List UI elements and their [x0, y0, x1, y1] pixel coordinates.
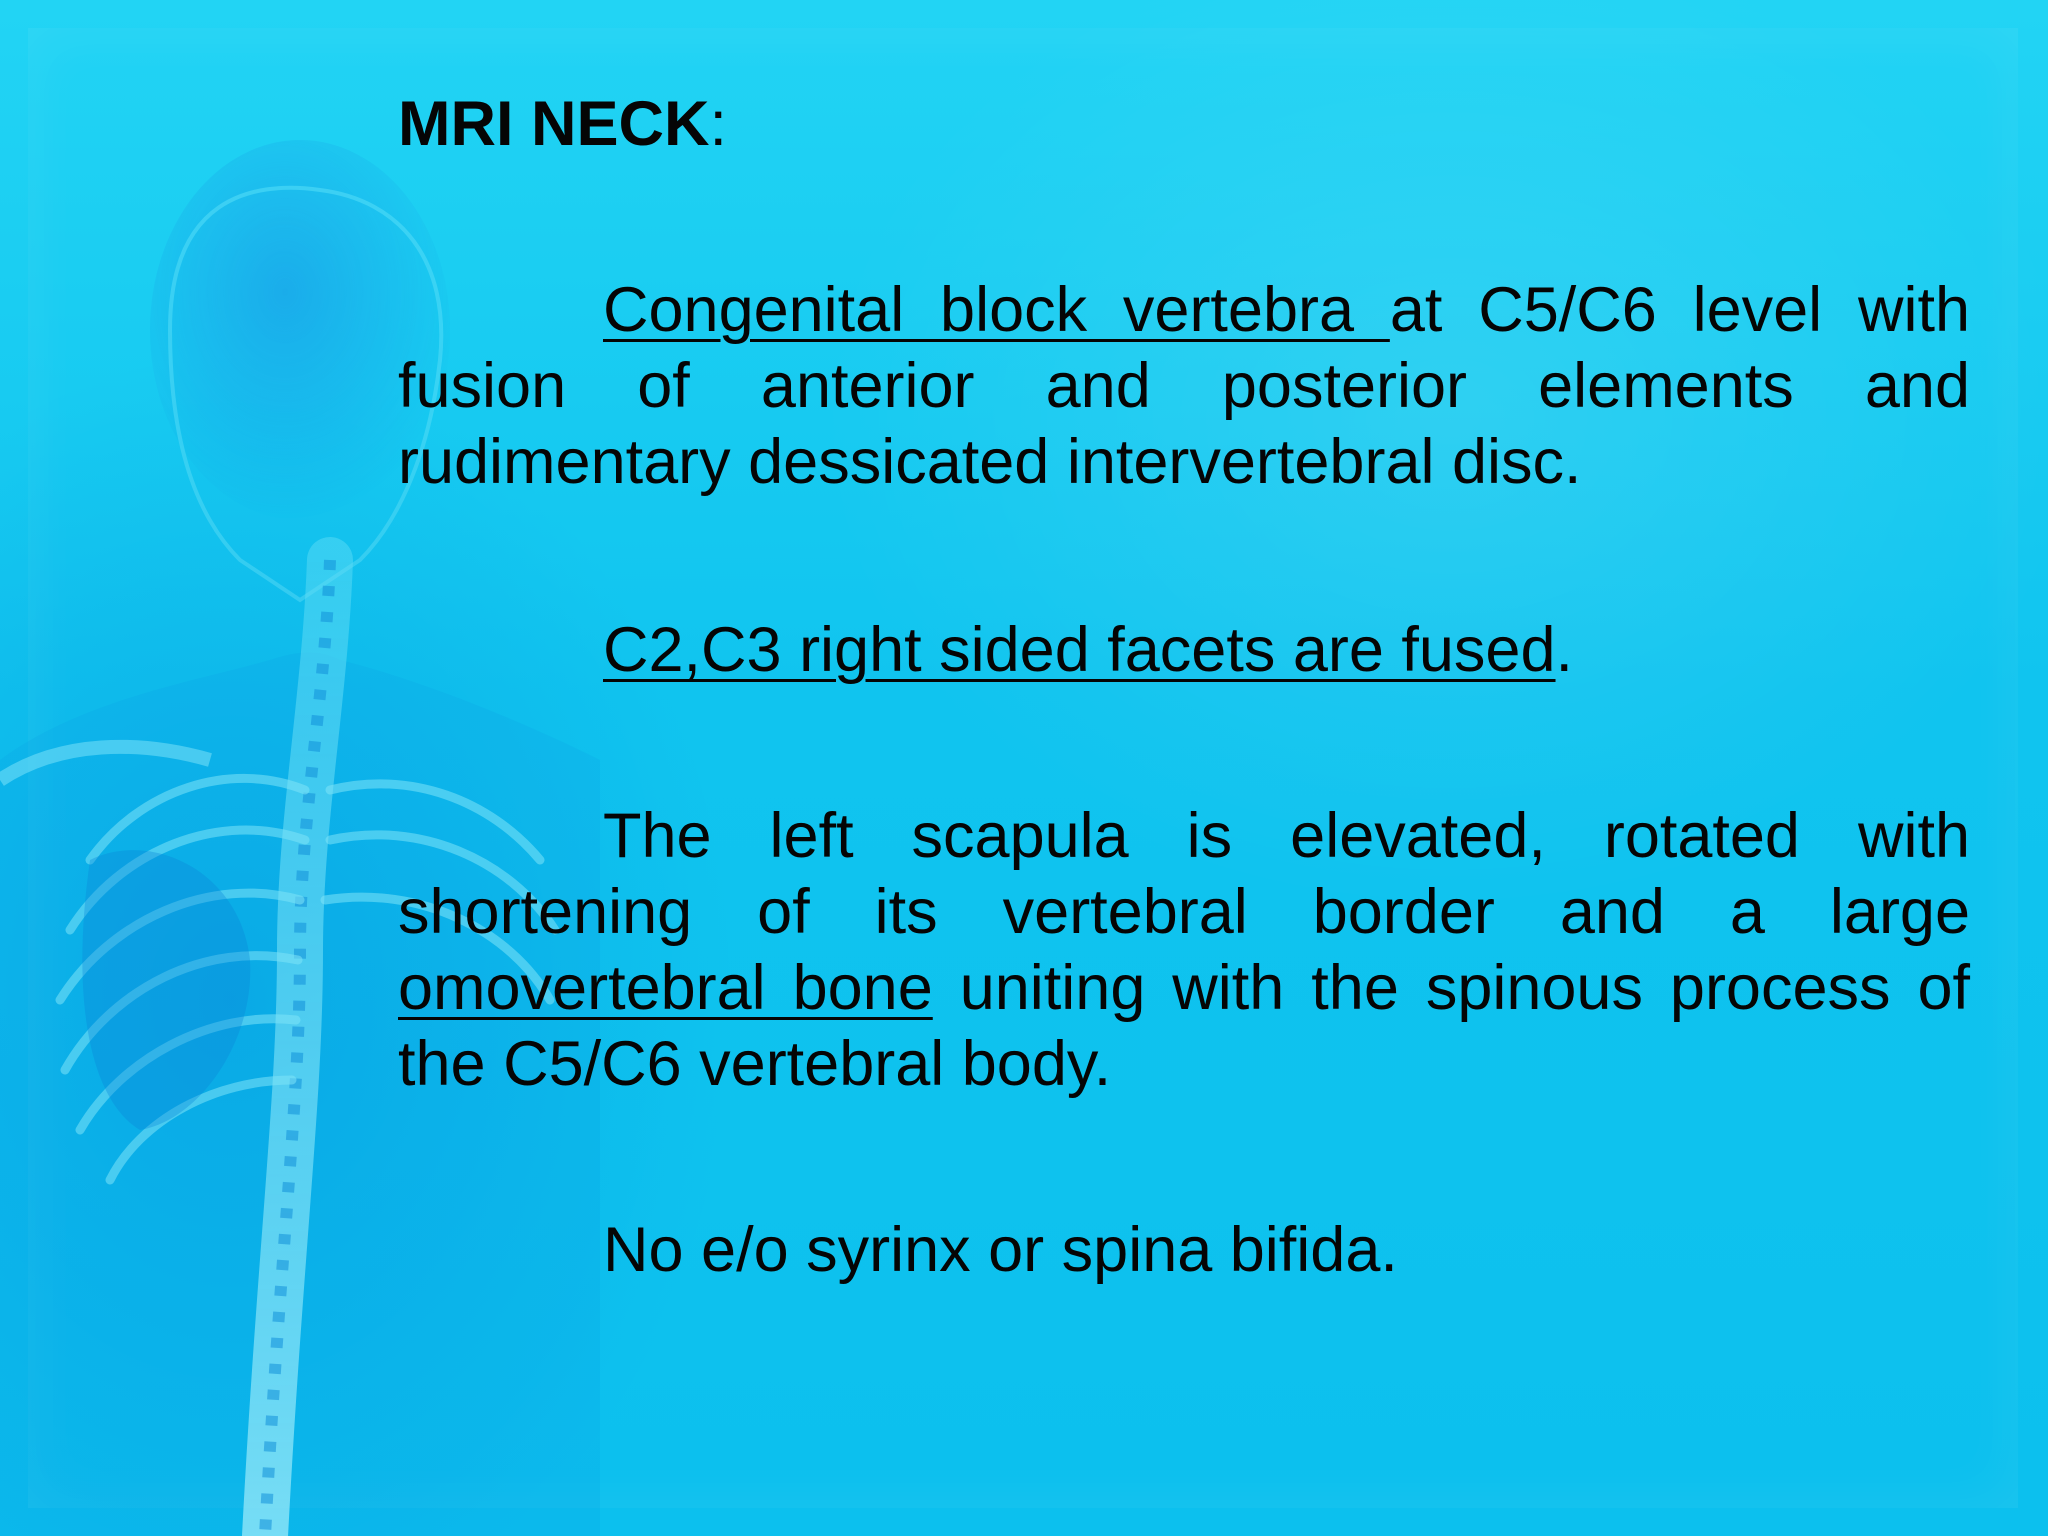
paragraph-text: The left scapula is elevated, rotated with shortening of its vertebral border and a large — [398, 801, 1970, 947]
slide-heading — [398, 88, 727, 160]
paragraph-block-vertebra — [398, 272, 1970, 500]
paragraph-text: uniting with the spinous process of the C5/C6 vertebral body. — [398, 953, 1970, 1099]
paragraph-syrinx — [398, 1212, 1970, 1288]
underlined-term: C2,C3 right sided facets are fused — [603, 615, 1556, 685]
paragraph-text: No e/o syrinx or spina bifida. — [603, 1215, 1398, 1285]
heading-suffix: : — [709, 89, 728, 159]
paragraph-facets — [398, 612, 1970, 688]
heading-bold-text: MRI NECK — [398, 89, 710, 159]
underlined-term: omovertebral bone — [398, 953, 933, 1023]
underlined-term: Congenital block vertebra — [603, 275, 1390, 345]
paragraph-text: . — [1555, 615, 1574, 685]
paragraph-scapula — [398, 798, 1970, 1102]
paragraph-text: at C5/C6 level with fusion of anterior and posterior elements and rudimentary dessicated intervertebral disc. — [398, 275, 1970, 497]
